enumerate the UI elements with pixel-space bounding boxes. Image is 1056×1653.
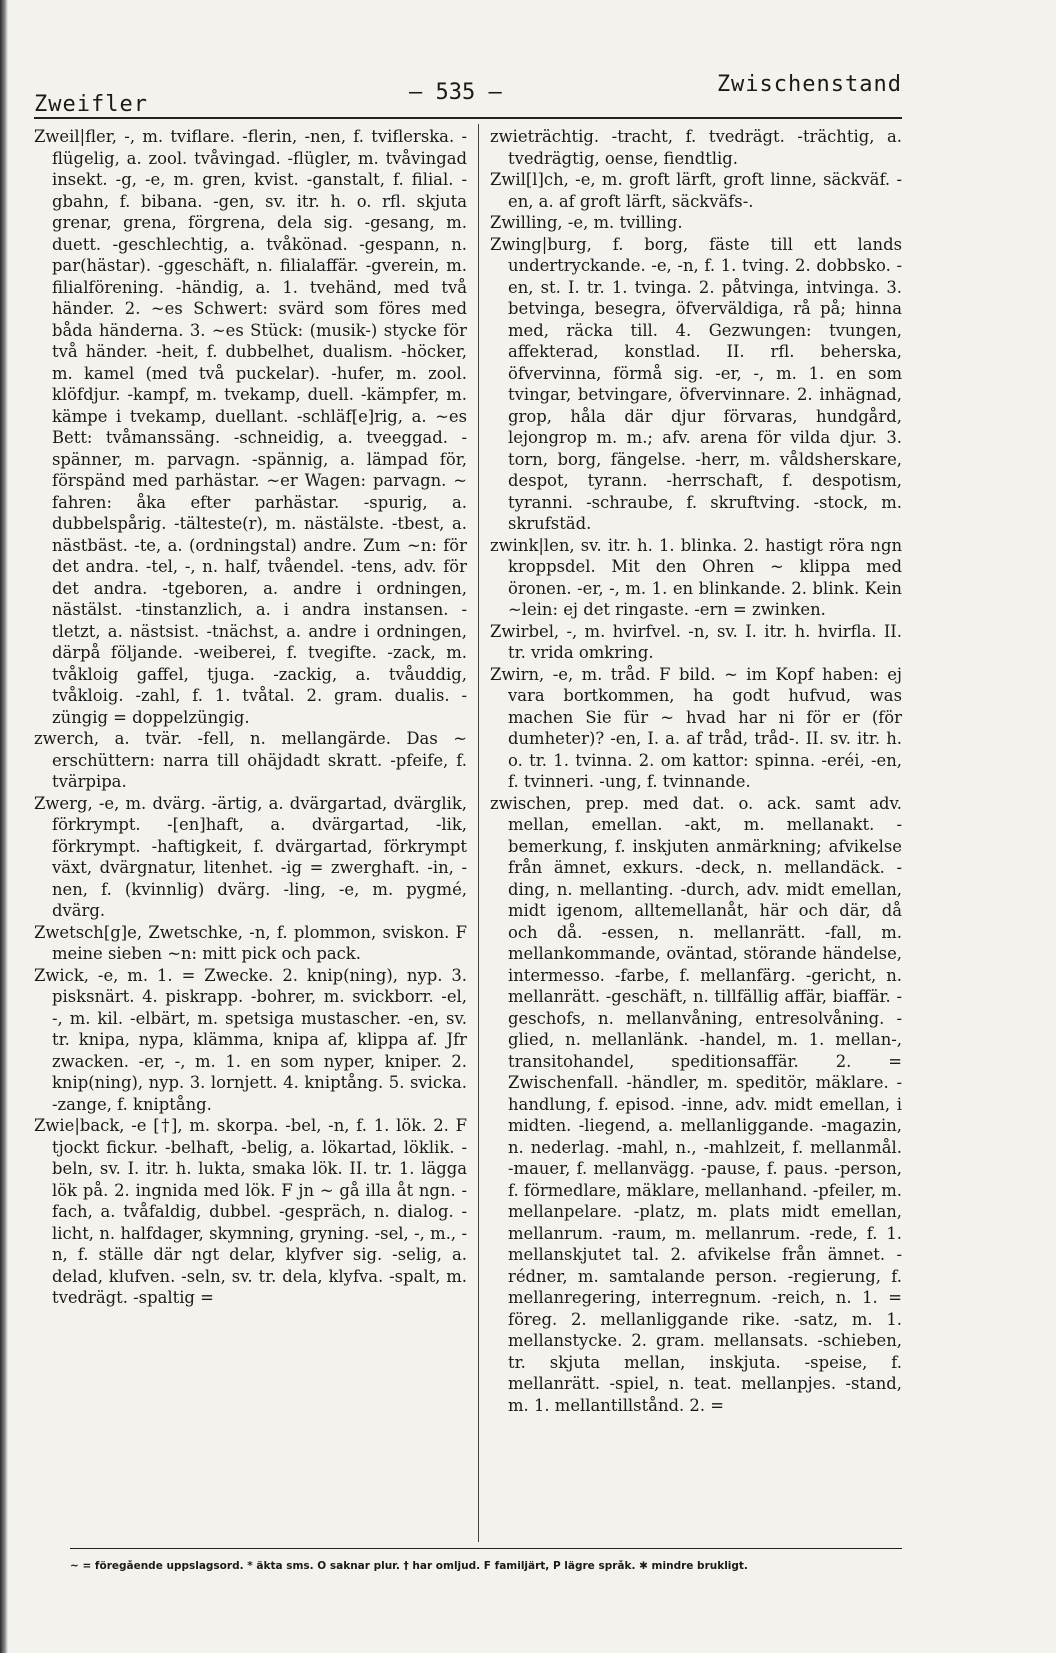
entry-zwirbel: Zwirbel, -, m. hvirfvel. -n, sv. I. itr. h. hvirfla. II. tr. vrida omkring. <box>490 621 902 662</box>
entry-zwieback: Zwie|back, -e [†], m. skorpa. -bel, -n, f. 1. lök. 2. F tjockt fickur. -belhaft, -belig, a. lökartad, löklik. -beln, sv. I. itr. h. lukta, smaka lök. II. tr. 1. lägga lök på. 2. ingnida med lök. F jn ~ gå illa åt ngn. -fach, a. tvåfaldig, dubbel. -gespräch, n. dialog. -licht, n. halfdager, skymning, gryning. -sel, -, m., -n, f. ställe där ngt delar, klyfver sig. -selig, a. delad, klufven. -seln, sv. tr. dela, klyfva. -spalt, m. tvedrägt. -spaltig = <box>34 1116 467 1307</box>
entry-zwingburg: Zwing|burg, f. borg, fäste till ett lands undertryckande. -e, -n, f. 1. tving. 2. dobbsko. -en, st. I. tr. 1. tvinga. 2. påtvinga, intvinga. 3. betvinga, besegra, öfverväldiga, rå på; hinna med, räcka till. 4. Gezwungen: tvungen, affekterad, konstlad. II. rfl. beherska, öfvervinna, förmå sig. -er, -, m. 1. en som tvingar, betvingare, öfvervinnare. 2. inhägnad, grop, håla där djur förvaras, hundgård, lejongrop m. m.; afv. arena för vilda djur. 3. torn, borg, fängelse. -herr, m. våldsherskare, despot, tyrann. -herrschaft, f. despotism, tyranni. -schraube, f. skruftving. -stock, m. skrufstäd. <box>490 234 902 533</box>
page-header <box>34 72 902 117</box>
page-edge-shadow <box>0 0 8 1653</box>
column-divider <box>478 124 479 1542</box>
header-first-word: Zweifler <box>34 92 148 117</box>
entry-zwietrachtig: zwieträchtig. -tracht, f. tvedrägt. -trächtig, a. tvedrägtig, oense, fiendtlig. <box>490 127 902 168</box>
left-column <box>34 126 467 1541</box>
entry-zwischen: zwischen, prep. med dat. o. ack. samt adv. mellan, emellan. -akt, m. mellanakt. -bemerkung, f. inskjuten anmärkning; afvikelse från ämnet, exkurs. -deck, n. mellandäck. -ding, n. mellanting. -durch, adv. midt emellan, midt igenom, alltemellanåt, här och där, då och då. -essen, n. mellanrätt. -fall, m. mellankommande, oväntad, störande händelse, intermesso. -farbe, f. mellanfärg. -gericht, n. mellanrätt. -geschäft, n. tillfällig affär, biaffär. -geschofs, n. mellanvåning, entresolvåning. -glied, n. mellanlänk. -handel, m. 1. mellan-, transitohandel, speditionsaffär. 2. = Zwischenfall. -händler, m. speditör, mäklare. -handlung, f. episod. -inne, adv. midt emellan, i midten. -liegend, a. mellanliggande. -magazin, n. nederlag. -mahl, n., -mahlzeit, f. mellanmål. -mauer, f. mellanvägg. -pause, f. paus. -person, f. förmedlare, mäklare, mellanhand. -pfeiler, m. mellanpelare. -platz, m. plats midt emellan, mellanrum. -raum, m. mellanrum. -rede, f. 1. mellanskjutet tal. 2. afvikelse från ämnet. -rédner, m. samtalande person. -regierung, f. mellanregering, interregnum. -reich, n. 1. = föreg. 2. mellanliggande rike. -satz, m. 1. mellanstycke. 2. gram. mellansats. -schieben, tr. skjuta mellan, inskjuta. -speise, f. mellanrätt. -spiel, n. teat. mellanpjes. -stand, m. 1. mellantillstånd. 2. = <box>490 793 902 1415</box>
abbreviation-legend: ~ = föregående uppslagsord. * äkta sms. O saknar plur. † har omljud. F familjärt, P lägre språk. ✱ mindre brukligt. <box>70 1560 748 1572</box>
entry-zwinklen: zwink|len, sv. itr. h. 1. blinka. 2. hastigt röra ngn kroppsdel. Mit den Ohren ~ klippa med öronen. -er, -, m. 1. en blinkande. 2. blink. Kein ~lein: ej det ringaste. -ern = zwinken. <box>490 535 902 619</box>
entry-zwerch: zwerch, a. tvär. -fell, n. mellangärde. Das ~ erschüttern: narra till ohäjdadt skratt. -pfeife, f. tvärpipa. <box>34 729 467 791</box>
right-column <box>490 126 902 1466</box>
page-number: — 535 — <box>409 80 502 105</box>
entry-zwirn: Zwirn, -e, m. tråd. F bild. ~ im Kopf haben: ej vara bortkommen, ha godt hufvud, was machen Sie für ~ hvad har ni för er (för dumheter)? -en, I. a. af tråd, tråd-. II. sv. itr. h. o. tr. 1. tvinna. 2. om kattor: spinna. -eréi, -en, f. tvinneri. -ung, f. tvinnande. <box>490 664 902 791</box>
entry-zwerg: Zwerg, -e, m. dvärg. -ärtig, a. dvärgartad, dvärglik, förkrympt. -[en]haft, a. dvärgartad, -lik, förkrympt. -haftigkeit, f. dvärgartad, förkrympt växt, dvärgnatur, litenhet. -ig = zwerghaft. -in, -nen, f. (kvinnlig) dvärg. -ling, -e, m. pygmé, dvärg. <box>34 793 467 920</box>
header-rule <box>34 117 902 119</box>
entry-zwilling: Zwilling, -e, m. tvilling. <box>490 213 683 232</box>
entry-zwick: Zwick, -e, m. 1. = Zwecke. 2. knip(ning), nyp. 3. pisksnärt. 4. piskrapp. -bohrer, m. svickborr. -el, -, m. kil. -elbärt, m. spetsiga mustascher. -en, sv. tr. knipa, nypa, klämma, knipa af, klippa af. Jfr zwacken. -er, -, m. 1. en som nyper, kniper. 2. knip(ning), nyp. 3. lornjett. 4. kniptång. 5. svicka. -zange, f. kniptång. <box>34 965 467 1114</box>
footer-rule <box>70 1548 902 1549</box>
header-last-word: Zwischenstand <box>716 72 902 97</box>
entry-zweifler: Zweil|fler, -, m. tviflare. -flerin, -nen, f. tviflerska. -flügelig, a. zool. tvåvingad. -flügler, m. tvåvingad insekt. -g, -e, m. gren, kvist. -ganstalt, f. filial. -gbahn, f. bibana. -gen, sv. itr. h. o. rfl. skjuta grenar, grena, förgrena, dela sig. -gesang, m. duett. -geschlechtig, a. tvåkönad. -gespann, n. par(hästar). -ggeschäft, n. filialaffär. -gverein, m. filialförening. -händig, a. 1. tvehänd, med två händer. 2. ~es Schwert: svärd som föres med båda händerna. 3. ~es Stück: (musik-) stycke för två händer. -heit, f. dubbelhet, dualism. -höcker, m. kamel (med två puckelar). -hufer, m. zool. klöfdjur. -kampf, m. tvekamp, duell. -kämpfer, m. kämpe i tvekamp, duellant. -schläf[e]rig, a. ~es Bett: tvåmanssäng. -schneidig, a. tveeggad. -spänner, m. parvagn. -spännig, a. lämpad för, förspänd med parhästar. ~er Wagen: parvagn. ~ fahren: åka efter parhästar. -spurig, a. dubbelspårig. -tälteste(r), m. nästälste. -tbest, a. nästbäst. -te, a. (ordningstal) andre. Zum ~n: för det andra. -tel, -, n. half, tvåendel. -tens, adv. för det andra. -tgeboren, a. andre i ordningen, nästälst. -tinstanzlich, a. i andra instansen. -tletzt, a. nästsist. -tnächst, a. andre i ordningen, därpå följande. -weiberei, f. tvegifte. -zack, m. tvåkloig gaffel, tjuga. -zackig, a. tvåuddig, tvåkloig. -zahl, f. 1. tvåtal. 2. gram. dualis. -züngig = doppelzüngig. <box>34 127 467 727</box>
entry-zwillch: Zwil[l]ch, -e, m. groft lärft, groft linne, säckväf. -en, a. af groft lärft, säckväfs-. <box>490 170 902 211</box>
entry-zwetschge: Zwetsch[g]e, Zwetschke, -n, f. plommon, sviskon. F meine sieben ~n: mitt pick och pack. <box>34 922 467 963</box>
